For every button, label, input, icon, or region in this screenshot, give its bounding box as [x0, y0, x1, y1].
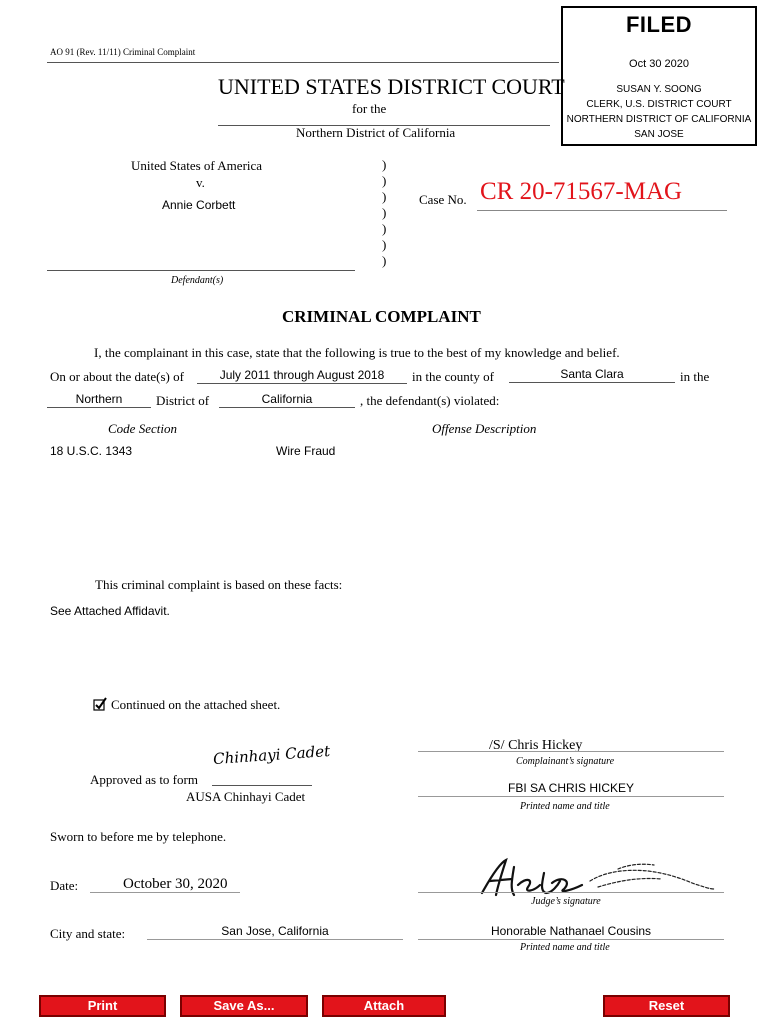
- defendant-name: Annie Corbett: [162, 198, 236, 212]
- county-prefix: in the county of: [412, 369, 494, 384]
- statement-intro: I, the complainant in this case, state that the following is true to the best of my knowledge and belief.: [94, 345, 620, 360]
- header-rule: [47, 62, 559, 63]
- offense-description-value[interactable]: Wire Fraud: [276, 444, 336, 458]
- attach-button[interactable]: Attach: [322, 995, 446, 1017]
- judge-name-field[interactable]: Honorable Nathanael Cousins: [418, 923, 724, 940]
- complainant-signature[interactable]: /S/ Chris Hickey: [489, 738, 583, 753]
- date-label: Date:: [50, 878, 79, 893]
- stamp-line: NORTHERN DISTRICT OF CALIFORNIA: [566, 114, 752, 125]
- district-region-field[interactable]: Northern: [47, 391, 151, 408]
- complainant-name-field[interactable]: FBI SA CHRIS HICKEY: [418, 780, 724, 797]
- defendant-label: Defendant(s): [171, 275, 224, 286]
- plaintiff-name: United States of America: [131, 158, 263, 173]
- reset-button[interactable]: Reset: [603, 995, 730, 1017]
- judge-signature-label: Judge’s signature: [531, 896, 601, 907]
- caption-paren: ): [382, 221, 387, 236]
- sworn-statement: Sworn to before me by telephone.: [50, 829, 227, 844]
- code-section-value[interactable]: 18 U.S.C. 1343: [50, 444, 133, 458]
- facts-intro: This criminal complaint is based on these facts:: [95, 577, 343, 592]
- facts-text[interactable]: See Attached Affidavit.: [50, 604, 170, 618]
- defendant-rule: [47, 270, 355, 271]
- stamp-date: Oct 30 2020: [629, 58, 689, 70]
- judge-signature-rule: [418, 892, 724, 893]
- date-prefix: On or about the date(s) of: [50, 369, 184, 384]
- complainant-printed-label: Printed name and title: [520, 801, 610, 812]
- complainant-signature-rule: [418, 751, 724, 752]
- stamp-title: FILED: [625, 12, 693, 37]
- state-field[interactable]: California: [219, 391, 355, 408]
- judge-signature: [478, 855, 718, 901]
- complainant-signature-label: Complainant’s signature: [516, 756, 615, 767]
- caption-paren: ): [382, 173, 387, 188]
- stamp-line: SAN JOSE: [634, 129, 684, 140]
- caption-paren: ): [382, 189, 387, 204]
- checkmark-icon: [93, 697, 107, 711]
- caption-paren: ): [382, 253, 387, 268]
- save-as-button[interactable]: Save As...: [180, 995, 308, 1017]
- caption-paren: ): [382, 237, 387, 252]
- in-the-label: in the: [680, 369, 710, 384]
- case-no-rule: [477, 210, 727, 211]
- caption-paren: ): [382, 205, 387, 220]
- stamp-line: SUSAN Y. SOONG: [616, 84, 702, 95]
- city-state-field[interactable]: San Jose, California: [147, 923, 403, 940]
- case-number: CR 20-71567-MAG: [480, 178, 683, 205]
- filed-stamp: [561, 6, 757, 146]
- document-title: CRIMINAL COMPLAINT: [282, 307, 481, 326]
- court-name: UNITED STATES DISTRICT COURT: [218, 74, 565, 99]
- date-value[interactable]: October 30, 2020: [123, 876, 228, 892]
- ausa-name: AUSA Chinhayi Cadet: [186, 789, 306, 804]
- violated-label: , the defendant(s) violated:: [360, 393, 500, 408]
- stamp-line: CLERK, U.S. DISTRICT COURT: [586, 99, 732, 110]
- date-rule: [90, 892, 240, 893]
- offense-dates-field[interactable]: July 2011 through August 2018: [197, 367, 407, 384]
- caption-paren: ): [382, 157, 387, 172]
- print-button[interactable]: Print: [39, 995, 166, 1017]
- approval-rule: [212, 785, 312, 786]
- continued-checkbox[interactable]: [93, 697, 107, 710]
- county-field[interactable]: Santa Clara: [509, 366, 675, 383]
- court-district: Northern District of California: [296, 125, 456, 140]
- continued-label: Continued on the attached sheet.: [111, 697, 281, 712]
- case-no-label: Case No.: [419, 192, 467, 207]
- judge-printed-label: Printed name and title: [520, 942, 610, 953]
- approval-label: Approved as to form: [90, 772, 198, 787]
- offense-description-header: Offense Description: [432, 421, 537, 436]
- versus: v.: [196, 175, 205, 190]
- ausa-signature: Chinhayi Cadet: [212, 741, 331, 769]
- form-id: AO 91 (Rev. 11/11) Criminal Complaint: [50, 47, 196, 57]
- court-for: for the: [352, 101, 387, 116]
- district-of-label: District of: [156, 393, 210, 408]
- code-section-header: Code Section: [108, 421, 177, 436]
- city-label: City and state:: [50, 926, 126, 941]
